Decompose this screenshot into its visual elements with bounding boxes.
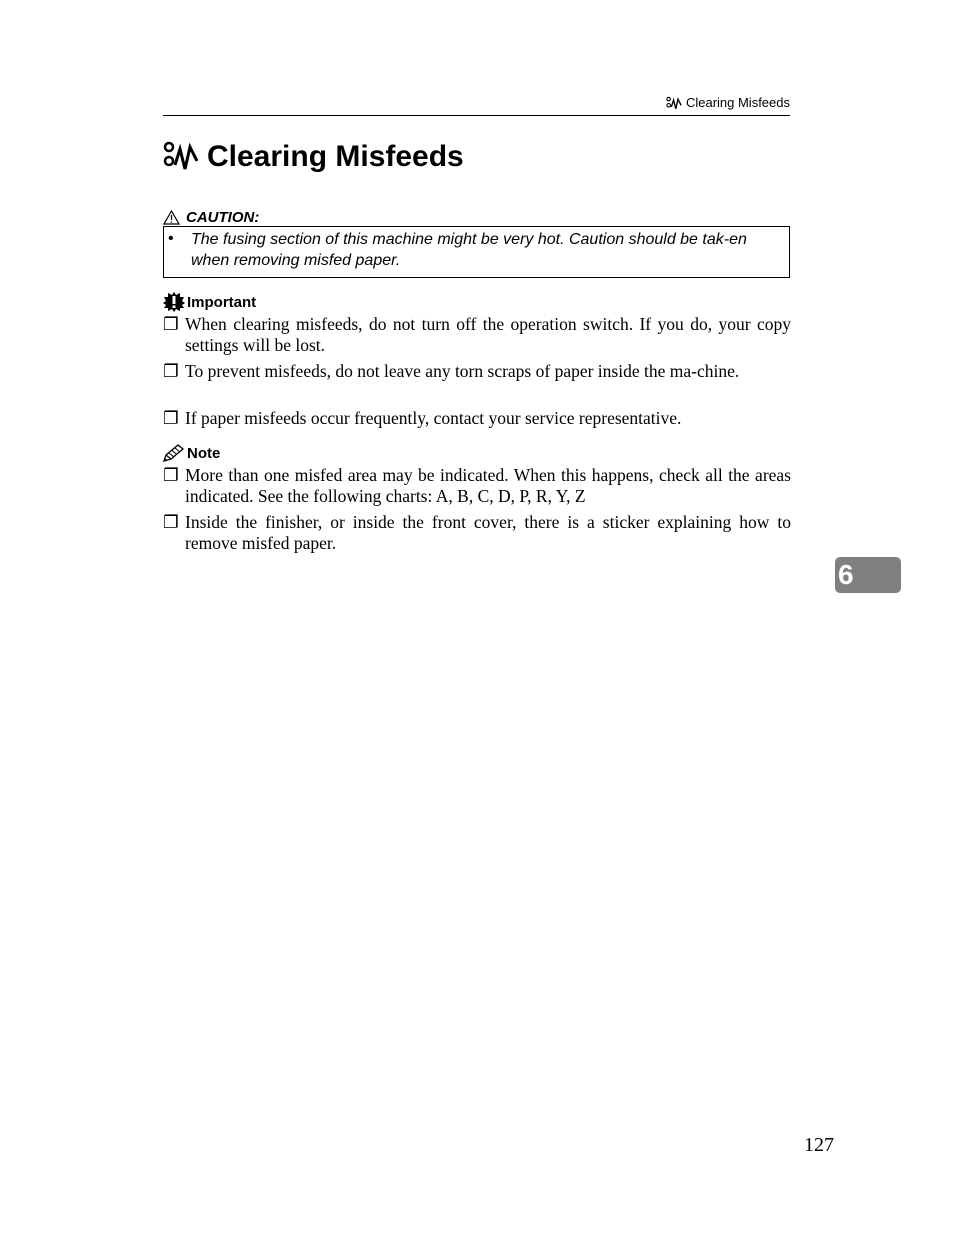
important-item-text: To prevent misfeeds, do not leave any torn scraps of paper inside the ma-chine. (185, 361, 740, 381)
checkbox-icon: ❐ (163, 465, 179, 485)
misfeed-icon (666, 96, 682, 111)
caution-label-text: CAUTION: (186, 208, 260, 226)
note-label-text: Note (187, 444, 221, 462)
page-title (163, 137, 790, 177)
pencil-icon (163, 444, 185, 462)
note-item-text: More than one misfed area may be indicated. When this happens, check all the areas indicated. See the following charts: A, B, C, D, P, R, Y, Z (185, 465, 791, 506)
running-header-title: Clearing Misfeeds (685, 95, 790, 110)
chapter-tab: 6 (835, 557, 901, 593)
note-item-text: Inside the finisher, or inside the front cover, there is a sticker explaining how to remove misfed paper. (185, 512, 791, 553)
caution-bullet: • (168, 230, 174, 247)
warning-triangle-icon (163, 210, 180, 225)
checkbox-icon: ❐ (163, 512, 179, 532)
page-number: 127 (804, 1134, 834, 1156)
caution-box (163, 226, 790, 278)
important-item-text: When clearing misfeeds, do not turn off the operation switch. If you do, your copy settings will be lost. (185, 314, 791, 355)
checkbox-icon: ❐ (163, 408, 179, 428)
important-label (163, 292, 256, 312)
caution-label (163, 207, 259, 227)
misfeed-icon (163, 141, 199, 173)
running-header (163, 95, 790, 116)
important-icon (163, 292, 185, 312)
page-title-text: Clearing Misfeeds (207, 140, 464, 173)
checkbox-icon: ❐ (163, 314, 179, 334)
important-label-text: Important (187, 293, 257, 311)
note-label (163, 443, 220, 463)
caution-text: The fusing section of this machine might be very hot. Caution should be tak-en when removing misfed paper. (191, 231, 747, 269)
checkbox-icon: ❐ (163, 361, 179, 381)
important-item-text: If paper misfeeds occur frequently, contact your service representative. (185, 408, 682, 428)
